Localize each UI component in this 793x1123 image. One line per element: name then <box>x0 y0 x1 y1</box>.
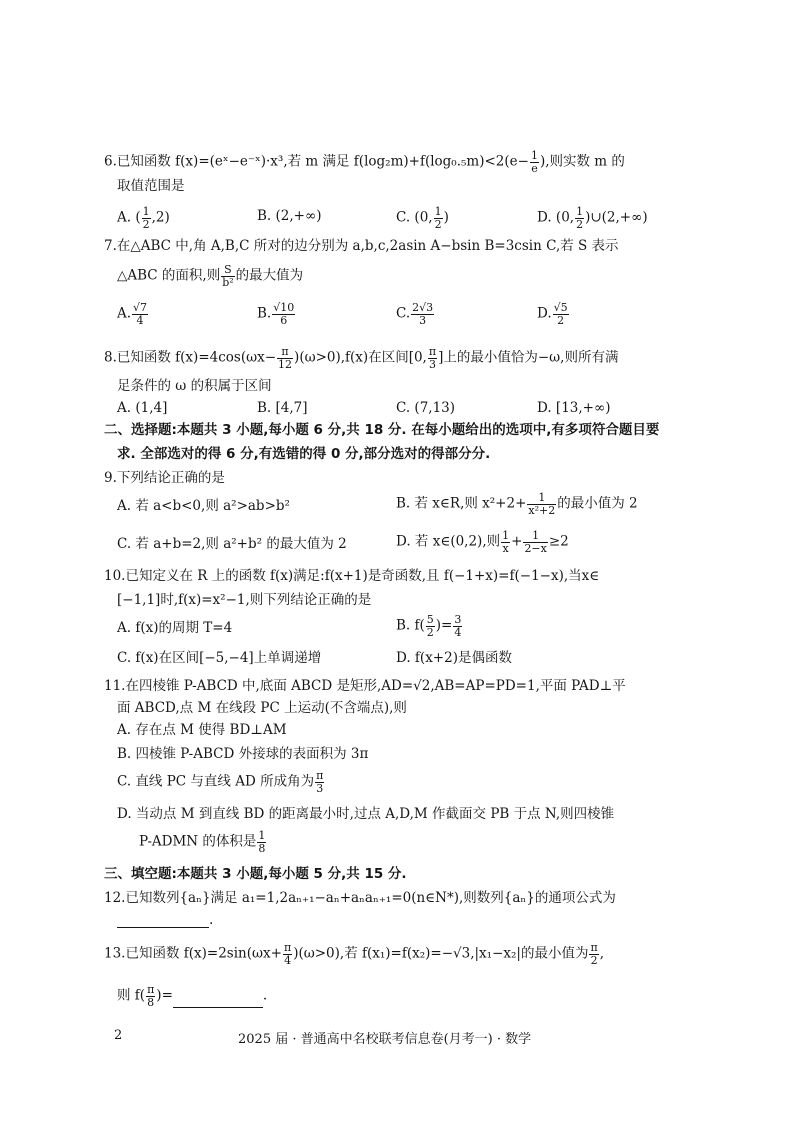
fraction-numerator: √5 <box>553 301 568 314</box>
option-text: D. <box>537 305 552 322</box>
q13-answer-blank[interactable] <box>173 995 263 1008</box>
fraction-denominator: 3 <box>316 781 324 795</box>
option-fraction <box>132 302 148 326</box>
option-fraction <box>527 492 556 516</box>
section-2-heading: 二、选择题:本题共 3 小题,每小题 6 分,共 18 分. 在每小题给出的选项中,有多项符合题目要 <box>104 422 660 438</box>
q6-option-a <box>117 206 170 230</box>
q9-stem: 9.下列结论正确的是 <box>104 470 225 486</box>
stem-text: , <box>599 945 604 962</box>
q10-option-a: A. f(x)的周期 T=4 <box>117 620 233 636</box>
q6-option-c <box>396 206 449 230</box>
stem-text: 的最大值为 <box>235 267 304 284</box>
option-text: P-ADMN 的体积是 <box>139 833 257 850</box>
option-text: )= <box>435 617 453 634</box>
page-number: 2 <box>114 1028 123 1043</box>
footer-title: 2025 届 · 普通高中名校联考信息卷(月考一) · 数学 <box>238 1032 532 1047</box>
option-text: ≥2 <box>548 533 569 550</box>
fraction-numerator: π <box>283 941 292 954</box>
fraction-numerator: √7 <box>133 301 148 314</box>
section-3-heading: 三、填空题:本题共 3 小题,每小题 5 分,共 15 分. <box>104 866 407 882</box>
option-text: A. ( <box>117 209 141 226</box>
q10-option-b <box>396 614 463 638</box>
fraction-denominator: 2 <box>590 953 598 967</box>
fraction-denominator: 2−x <box>524 541 547 555</box>
fraction-denominator: 2 <box>576 217 584 231</box>
fraction-numerator: 3 <box>454 613 462 626</box>
fraction-numerator: 1 <box>530 149 538 162</box>
q13-stem-line-2 <box>117 984 267 1008</box>
option-text: A. <box>117 305 132 322</box>
fraction-numerator: 5 <box>426 613 434 626</box>
stem-text: )(ω>0),若 f(x₁)=f(x₂)=−√3,|x₁−x₂|的最小值为 <box>293 945 589 962</box>
option-fraction <box>434 206 443 230</box>
q10-stem-line-2: [−1,1]时,f(x)=x²−1,则下列结论正确的是 <box>117 592 372 608</box>
stem-fraction <box>428 346 437 370</box>
q11-option-b: B. 四棱锥 P-ABCD 外接球的表面积为 3π <box>117 746 369 762</box>
fraction-denominator: x²+2 <box>528 503 556 517</box>
q8-stem-line-2: 足条件的 ω 的积属于区间 <box>117 378 272 394</box>
q9-option-a: A. 若 a<b<0,则 a²>ab>b² <box>117 498 290 514</box>
fraction-numerator: π <box>590 941 598 954</box>
option-text: C. (0, <box>396 209 433 226</box>
q8-stem-line-1 <box>104 346 618 370</box>
q9-option-c: C. 若 a+b=2,则 a²+b² 的最大值为 2 <box>117 536 347 552</box>
option-fraction <box>575 206 584 230</box>
q7-option-b <box>257 302 296 326</box>
fraction-denominator: 3 <box>428 357 436 371</box>
q8-option-c: C. (7,13) <box>396 400 456 416</box>
option-fraction <box>523 530 547 554</box>
option-fraction <box>553 302 569 326</box>
q8-option-d: D. [13,+∞) <box>537 400 611 416</box>
q6-stem-line-1 <box>104 150 625 174</box>
option-fraction <box>142 206 151 230</box>
q10-stem-line-1: 10.已知定义在 R 上的函数 f(x)满足:f(x+1)是奇函数,且 f(−1+x)=f(−1−x),当x∈ <box>104 568 600 584</box>
q7-stem-line-1: 7.在△ABC 中,角 A,B,C 所对的边分别为 a,b,c,2asin A−bsin B=3csin C,若 S 表示 <box>104 238 619 254</box>
option-text: C. <box>396 305 411 322</box>
q11-stem-line-2: 面 ABCD,点 M 在线段 PC 上运动(不含端点),则 <box>117 700 407 716</box>
option-text: D. (0, <box>537 209 575 226</box>
q9-option-d <box>396 530 569 554</box>
option-fraction <box>501 530 510 554</box>
fraction-numerator: π <box>316 769 324 782</box>
stem-text: ]上的最小值恰为−ω,则所有满 <box>438 349 619 366</box>
option-fraction <box>426 614 435 638</box>
stem-fraction <box>589 942 598 966</box>
fraction-denominator: 4 <box>284 953 292 967</box>
fraction-numerator: 1 <box>258 829 266 842</box>
option-fraction <box>272 302 295 326</box>
option-text: + <box>511 533 523 550</box>
option-text: 的最小值为 2 <box>557 495 638 512</box>
fraction-denominator: 2 <box>434 217 442 231</box>
q7-option-c <box>396 302 435 326</box>
q11-option-d-line-2 <box>139 830 267 854</box>
option-text: )∪(2,+∞) <box>585 209 648 226</box>
q7-stem-line-2 <box>117 264 303 288</box>
option-text: B. 若 x∈R,则 x²+2+ <box>396 495 527 512</box>
stem-fraction <box>283 942 292 966</box>
fraction-denominator: 2 <box>142 217 150 231</box>
fraction-numerator: S <box>221 264 234 277</box>
fraction-numerator: 1 <box>142 205 150 218</box>
q7-option-a <box>117 302 149 326</box>
stem-text: )= <box>156 987 173 1004</box>
stem-text: △ABC 的面积,则 <box>117 267 221 284</box>
q6-stem-text: 6.已知函数 f(x)=(eˣ−e⁻ˣ)·x³,若 m 满足 f(log₂m)+f(log₀.₅m)<2(e− <box>104 153 529 170</box>
fraction-denominator: 2 <box>557 313 565 327</box>
q8-option-a: A. (1,4] <box>117 400 168 416</box>
q11-option-a: A. 存在点 M 使得 BD⊥AM <box>117 722 287 738</box>
fraction-denominator: b² <box>222 275 234 289</box>
fraction-denominator: 4 <box>454 625 462 639</box>
stem-text: 则 f( <box>117 987 146 1004</box>
stem-text: 13.已知函数 f(x)=2sin(ωx+ <box>104 945 282 962</box>
stem-fraction <box>277 346 293 370</box>
q11-option-c <box>117 770 325 794</box>
fraction-numerator: 2√3 <box>412 301 434 314</box>
fraction-denominator: e <box>531 161 538 175</box>
q13-stem-line-1 <box>104 942 604 966</box>
section-2-heading-cont: 求. 全部选对的得 6 分,有选错的得 0 分,部分选对的得部分分. <box>117 446 491 462</box>
stem-text: . <box>209 912 214 928</box>
q12-answer-blank[interactable] <box>117 915 209 928</box>
option-fraction <box>411 302 434 326</box>
q12-stem-line-2 <box>117 914 213 928</box>
option-text: B. <box>257 305 272 322</box>
option-fraction <box>257 830 266 854</box>
fraction-numerator: 1 <box>434 205 442 218</box>
fraction-denominator: 12 <box>278 357 293 371</box>
fraction-numerator: √10 <box>273 301 295 314</box>
fraction-numerator: 1 <box>576 205 584 218</box>
q11-stem-line-1: 11.在四棱锥 P-ABCD 中,底面 ABCD 是矩形,AD=√2,AB=AP=PD=1,平面 PAD⊥平 <box>104 678 626 694</box>
q12-stem-line-1: 12.已知数列{aₙ}满足 a₁=1,2aₙ₊₁−aₙ+aₙaₙ₊₁=0(n∈N*),则数列{aₙ}的通项公式为 <box>104 890 616 906</box>
fraction-numerator: 1 <box>523 530 547 543</box>
q10-option-d: D. f(x+2)是偶函数 <box>396 650 512 666</box>
fraction-numerator: π <box>277 346 293 359</box>
q10-option-c: C. f(x)在区间[−5,−4]上单调递增 <box>117 650 322 666</box>
option-text: D. 若 x∈(0,2),则 <box>396 533 501 550</box>
fraction-denominator: 8 <box>147 995 155 1009</box>
fraction-denominator: 6 <box>280 313 288 327</box>
stem-fraction <box>146 984 155 1008</box>
fraction-denominator: 3 <box>419 313 427 327</box>
fraction-numerator: π <box>147 983 155 996</box>
option-text: ) <box>443 209 449 226</box>
q11-option-d-line-1: D. 当动点 M 到直线 BD 的距离最小时,过点 A,D,M 作截面交 PB 于点 N,则四棱锥 <box>117 806 615 822</box>
q7-option-d <box>537 302 570 326</box>
option-text: C. 直线 PC 与直线 AD 所成角为 <box>117 773 315 790</box>
q6-stem-fraction <box>530 150 539 174</box>
option-fraction <box>453 614 462 638</box>
stem-fraction <box>221 264 234 288</box>
q8-option-b: B. [4,7] <box>257 400 308 416</box>
q6-option-b: B. (2,+∞) <box>257 208 322 224</box>
fraction-denominator: 8 <box>258 841 266 855</box>
stem-text: . <box>262 987 268 1004</box>
q9-option-b <box>396 492 638 516</box>
fraction-denominator: 2 <box>426 625 434 639</box>
option-fraction <box>315 770 324 794</box>
q6-option-d <box>537 206 648 230</box>
stem-text: 8.已知函数 f(x)=4cos(ωx− <box>104 349 277 366</box>
q6-stem-line-2: 取值范围是 <box>117 178 185 194</box>
fraction-numerator: 1 <box>527 492 556 505</box>
option-text: B. f( <box>396 617 425 634</box>
q6-stem-text-end: ),则实数 m 的 <box>539 153 625 170</box>
option-text: ,2) <box>151 209 170 226</box>
fraction-denominator: 4 <box>136 313 144 327</box>
fraction-denominator: x <box>502 541 509 555</box>
fraction-numerator: 1 <box>502 529 510 542</box>
fraction-numerator: π <box>428 345 437 358</box>
stem-text: )(ω>0),f(x)在区间[0, <box>294 349 427 366</box>
